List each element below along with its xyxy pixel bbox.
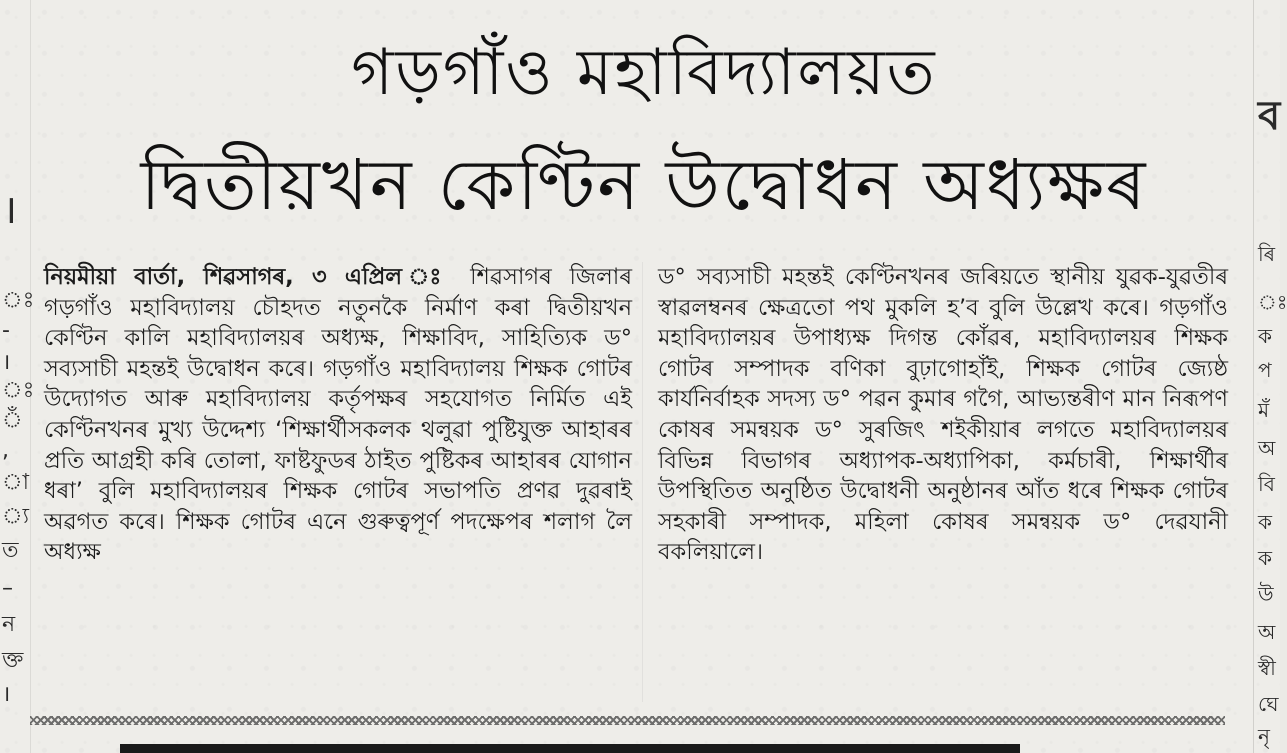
article-column-left	[44, 262, 632, 568]
edge-text-fragment: ক	[1258, 324, 1272, 348]
edge-text-fragment: ।	[2, 682, 11, 707]
edge-text-fragment: ক	[1258, 510, 1272, 534]
adjacent-column-right-fragment	[1253, 0, 1287, 753]
edge-text-fragment: নৃ	[1258, 724, 1270, 748]
article-dateline: নিয়মীয়া বাৰ্তা, শিৱসাগৰ, ৩ এপ্ৰিল ঃ	[44, 264, 471, 290]
edge-text-fragment: ন	[2, 612, 16, 637]
edge-text-fragment: ক্ত	[2, 648, 24, 673]
edge-text-fragment: ঃ	[2, 288, 35, 313]
edge-text-fragment: ৰি	[1258, 242, 1275, 266]
edge-text-fragment: -	[2, 318, 10, 343]
article-column-right	[658, 262, 1228, 568]
edge-text-fragment: ক	[1258, 546, 1272, 570]
edge-text-fragment: া	[2, 470, 29, 495]
edge-text-fragment: অ	[1258, 620, 1276, 644]
edge-text-fragment: ব	[1258, 93, 1281, 139]
article-body-right: ড° সব্যসাচী মহন্তই কেণ্টিনখনৰ জৰিয়তে স্থানীয় যুৱক-যুৱতীৰ স্বাৱলম্বনৰ ক্ষেত্ৰতো পথ মুকলি হ’ব বুলি উল্লেখ কৰে। গড়গাঁও মহাবিদ্যালয়ৰ উপাধ্যক্ষ দিগন্ত কোঁৱৰ, মহাবিদ্যালয়ৰ শিক্ষক গোটৰ সম্পাদক বণিকা বুঢ়াগোহাঁই, শিক্ষক গোটৰ জ্যেষ্ঠ কাৰ্যনিৰ্বাহক সদস্য ড° পৱন কুমাৰ গগৈ, আভ্যন্তৰীণ মান নিৰূপণ কোষৰ সমন্বয়ক ড° সুৰজিৎ শইকীয়াৰ লগতে মহাবিদ্যালয়ৰ বিভিন্ন বিভাগৰ অধ্যাপক-অধ্যাপিকা, কৰ্মচাৰী, শিক্ষাৰ্থীৰ উপস্থিতিত অনুষ্ঠিত উদ্বোধনী অনুষ্ঠানৰ আঁত ধৰে শিক্ষক গোটৰ সহকাৰী সম্পাদক, মহিলা কোষৰ সমন্বয়ক ড° দেৱযানী বকলিয়ালে।	[658, 264, 1228, 566]
edge-text-fragment: ,	[2, 438, 9, 463]
edge-text-fragment: প	[1258, 358, 1272, 382]
next-article-heading-bar	[120, 744, 1020, 753]
edge-text-fragment: উ	[1258, 582, 1274, 606]
edge-text-fragment: বি	[1258, 472, 1275, 496]
edge-text-fragment: ঃ	[2, 378, 35, 403]
headline-line-2: দ্বিতীয়খন কেণ্টিন উদ্বোধন অধ্যক্ষৰ	[140, 144, 1148, 226]
edge-text-fragment: ঃ	[1258, 290, 1287, 314]
edge-text-fragment: ।	[2, 187, 18, 233]
edge-text-fragment: স্বী	[1258, 656, 1276, 680]
edge-text-fragment: মঁ	[1258, 398, 1270, 422]
decorative-border-rule	[30, 716, 1225, 725]
edge-text-fragment: ঘে	[1258, 692, 1279, 716]
edge-text-fragment: ্য	[2, 504, 29, 529]
article-body-left: শিৱসাগৰ জিলাৰ গড়গাঁও মহাবিদ্যালয় চৌহদত নতুনকৈ নিৰ্মাণ কৰা দ্বিতীয়খন কেণ্টিন কালি মহাবিদ্যালয়ৰ অধ্যক্ষ, শিক্ষাবিদ, সাহিত্যিক ড° সব্যসাচী মহন্তই উদ্বোধন কৰে। গড়গাঁও মহাবিদ্যালয় শিক্ষক গোটৰ উদ্যোগত আৰু মহাবিদ্যালয় কৰ্তৃপক্ষৰ সহযোগত নিৰ্মিত এই কেণ্টিনখনৰ মুখ্য উদ্দেশ্য ‘শিক্ষাৰ্থীসকলক থলুৱা পুষ্টিযুক্ত আহাৰৰ প্ৰতি আগ্ৰহী কৰি তোলা, ফাষ্টফুডৰ ঠাইত পুষ্টিকৰ আহাৰৰ যোগান ধৰা’ বুলি মহাবিদ্যালয়ৰ শিক্ষক গোটৰ সভাপতি প্ৰণৱ দুৱৰাই অৱগত কৰে। শিক্ষক গোটৰ এনে গুৰুত্বপূৰ্ণ পদক্ষেপৰ শলাগ লৈ অধ্যক্ষ	[44, 264, 632, 566]
edge-text-fragment: ।	[2, 350, 11, 375]
edge-text-fragment: –	[2, 576, 13, 601]
edge-text-fragment: অ	[1258, 436, 1276, 460]
headline-line-1: গড়গাঁও মহাবিদ্যালয়ত	[351, 36, 937, 110]
edge-text-fragment: ঁ	[2, 408, 23, 433]
edge-text-fragment: ত	[2, 538, 19, 563]
adjacent-column-left-fragment	[0, 0, 35, 753]
column-gutter	[642, 262, 643, 702]
